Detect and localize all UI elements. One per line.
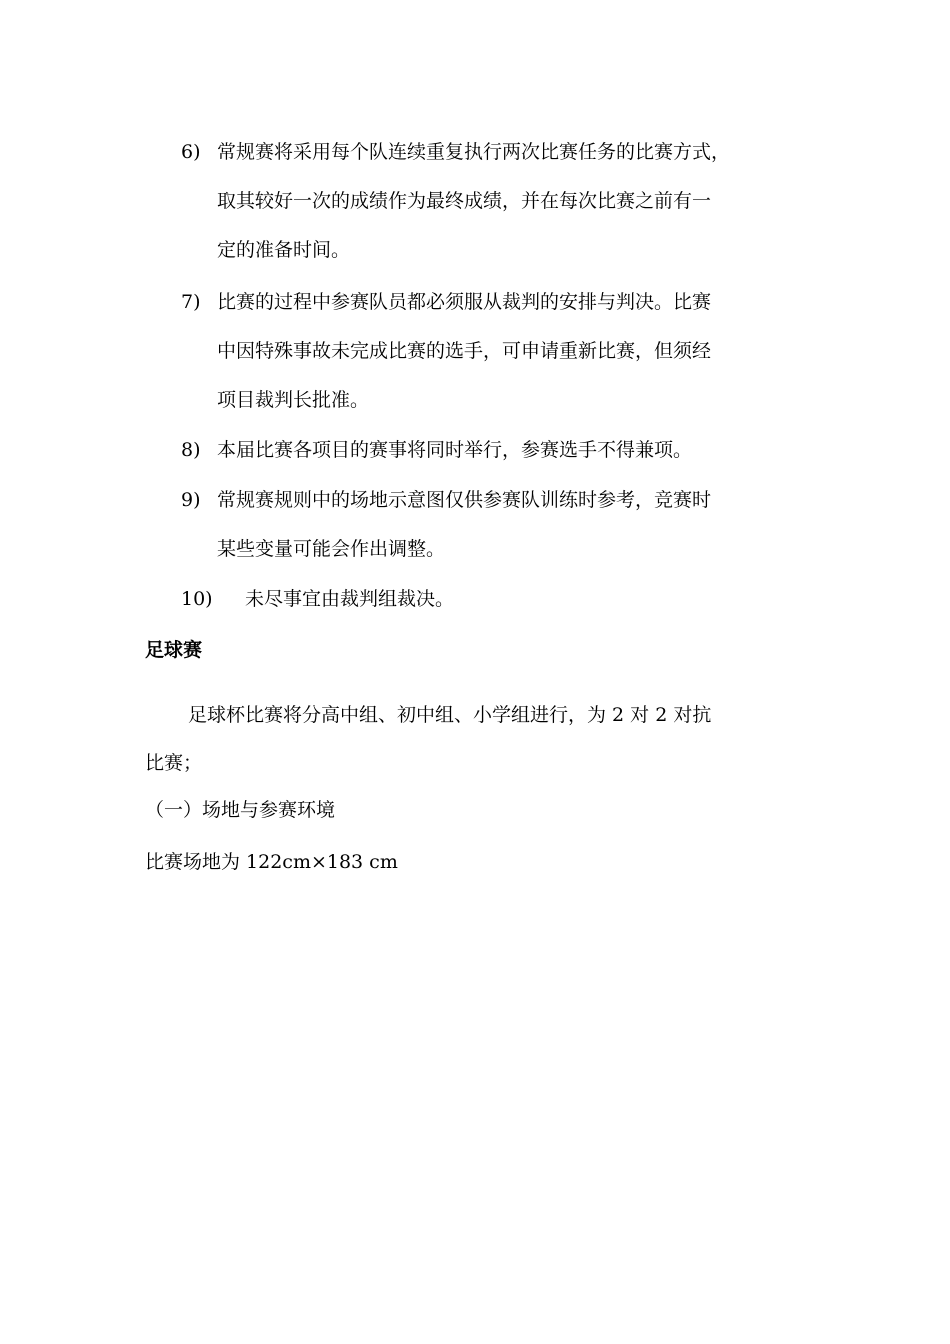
- item-text-line: 某些变量可能会作出调整。: [217, 538, 446, 560]
- section-heading: 足球赛: [145, 639, 203, 661]
- item-text-line: 常规赛规则中的场地示意图仅供参赛队训练时参考，竞赛时: [217, 489, 712, 511]
- item-text-line: 未尽事宜由裁判组裁决。: [245, 588, 455, 610]
- intro-text-line: 比赛；: [145, 752, 203, 774]
- item-number: 8): [181, 439, 201, 461]
- item-text-line: 取其较好一次的成绩作为最终成绩，并在每次比赛之前有一: [217, 190, 712, 212]
- item-text-line: 项目裁判长批准。: [217, 389, 370, 411]
- item-number: 9): [181, 489, 201, 511]
- item-text-line: 定的准备时间。: [217, 239, 351, 261]
- item-number: 7): [181, 291, 201, 313]
- item-text-line: 中因特殊事故未完成比赛的选手，可申请重新比赛，但须经: [217, 340, 712, 362]
- field-size-text: 比赛场地为 122cm×183 cm: [145, 851, 398, 873]
- intro-text-line: 足球杯比赛将分高中组、初中组、小学组进行，为 2 对 2 对抗: [188, 704, 712, 726]
- item-text-line: 本届比赛各项目的赛事将同时举行，参赛选手不得兼项。: [217, 439, 693, 461]
- item-text-line: 比赛的过程中参赛队员都必须服从裁判的安排与判决。比赛: [217, 291, 712, 313]
- item-text-line: 常规赛将采用每个队连续重复执行两次比赛任务的比赛方式，: [217, 141, 731, 163]
- item-number: 10): [181, 588, 213, 610]
- item-number: 6): [181, 141, 201, 163]
- subsection-heading: （一）场地与参赛环境: [145, 799, 336, 821]
